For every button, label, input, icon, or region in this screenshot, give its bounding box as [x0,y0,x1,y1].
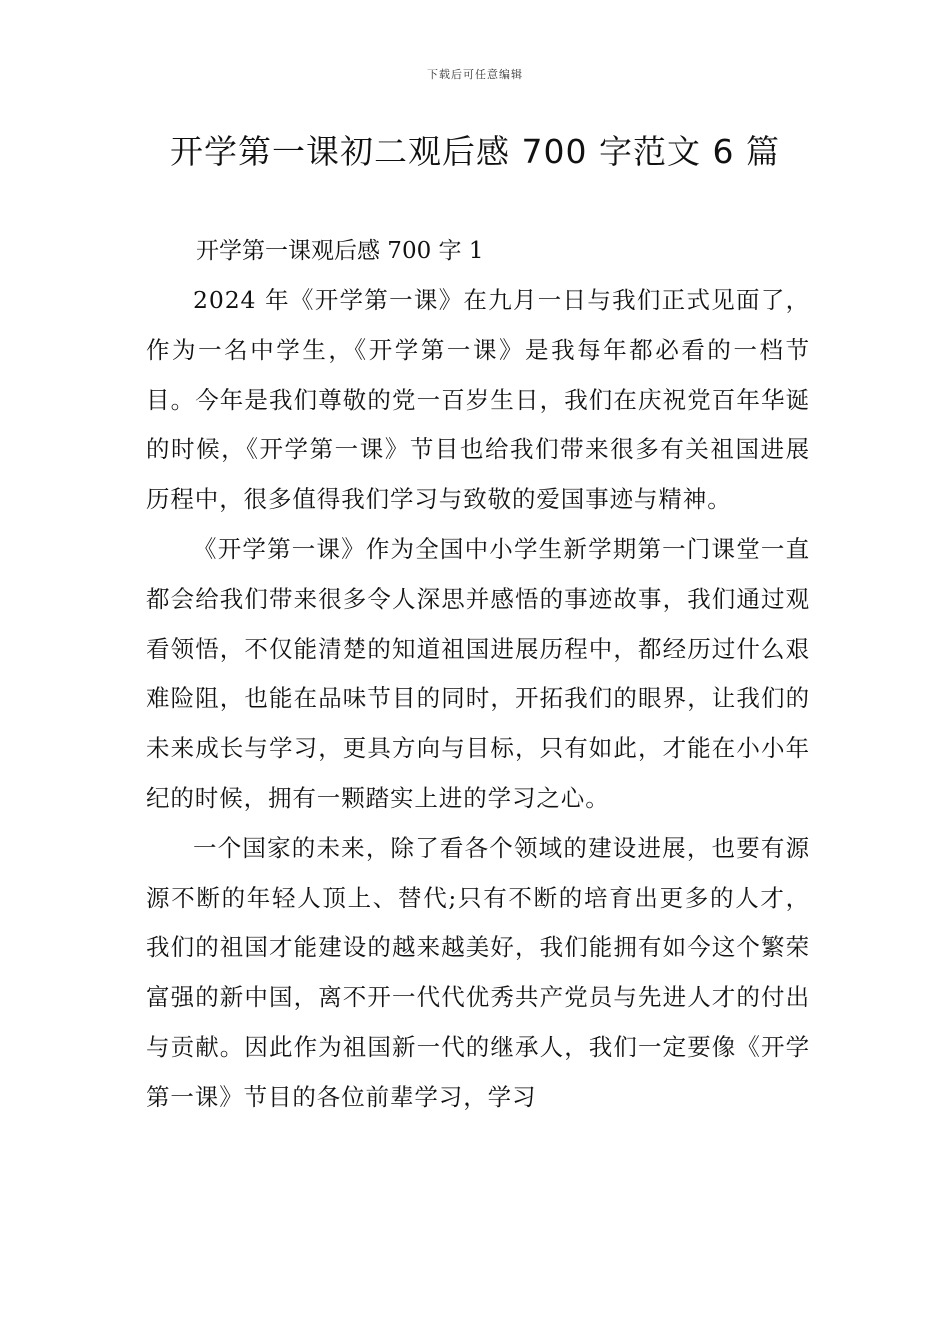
paragraph-3: 一个国家的未来，除了看各个领域的建设进展，也要有源源不断的年轻人顶上、替代;只有不断的培育出更多的人才，我们的祖国才能建设的越来越美好，我们能拥有如今这个繁荣富强的新中国，离不开一代代优秀共产党员与先进人才的付出与贡献。因此作为祖国新一代的继承人，我们一定要像《开学第一课》节目的各位前辈学习，学习 [146,833,810,1111]
document-title: 开学第一课初二观后感 700 字范文 6 篇 [170,132,780,171]
header-note: 下载后可任意编辑 [427,68,523,81]
body-text [146,276,810,1123]
paragraph-1: 2024 年《开学第一课》在九月一日与我们正式见面了，作为一名中学生，《开学第一课》是我每年都必看的一档节目。今年是我们尊敬的党一百岁生日，我们在庆祝党百年华诞的时候，《开学第一课》节目也给我们带来很多有关祖国进展历程中，很多值得我们学习与致敬的爱国事迹与精神。 [146,286,810,514]
section-heading: 开学第一课观后感 700 字 1 [196,238,484,264]
paragraph-2: 《开学第一课》作为全国中小学生新学期第一门课堂一直都会给我们带来很多令人深思并感悟的事迹故事，我们通过观看领悟，不仅能清楚的知道祖国进展历程中，都经历过什么艰难险阻，也能在品味节目的同时，开拓我们的眼界，让我们的未来成长与学习，更具方向与目标，只有如此，才能在小小年纪的时候，拥有一颗踏实上进的学习之心。 [146,534,810,812]
